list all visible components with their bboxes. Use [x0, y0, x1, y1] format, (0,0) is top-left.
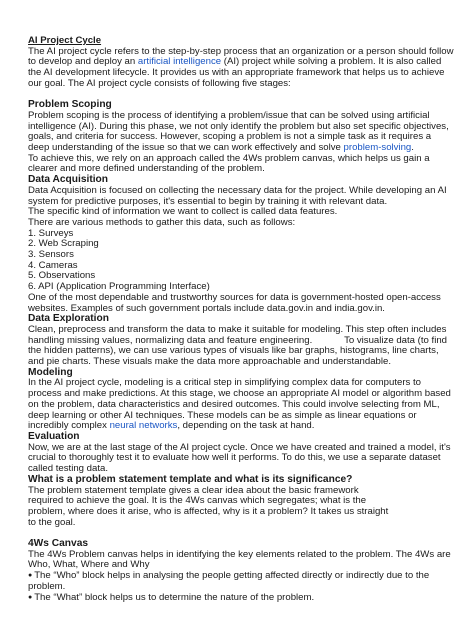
list-item: 4. Cameras: [28, 259, 78, 271]
acquisition-paragraph-2: The specific kind of information we want to collect is called data features.: [28, 206, 338, 218]
bullet-item-what: ● The “What” block helps us to determine the nature of the problem.: [28, 593, 454, 604]
problem-solving-link[interactable]: problem-solving: [343, 142, 412, 154]
scoping-text-1: Problem scoping is the process of identifying a problem/issue that can be solved using artificial intelligence (AI). During this phase, we not only identify the problem but also set specific objectives, goals, and criteria for success. However, scoping a problem is not a simple task as it requires a deep understanding of the issue so that we can work effectively and solve: [28, 109, 449, 154]
data-methods-list: [28, 229, 454, 293]
neural-networks-link[interactable]: neural networks: [109, 420, 178, 432]
intro-paragraph: [28, 47, 454, 90]
modeling-heading: Modeling: [28, 366, 73, 378]
scoping-text-2: .: [411, 142, 414, 154]
intro-text-1: The AI project cycle refers to the step-by-step process that an organization or a person should follow to develop and deploy an: [28, 45, 454, 68]
document-title: AI Project Cycle: [28, 35, 102, 46]
modeling-text-1: In the AI project cycle, modeling is a critical step in simplifying complex data for computers to process and make predictions. At this stage, we choose an appropriate AI model or algorithm based on the problem, data characteristics and desired outcomes. This could involve selecting from ML, deep learning or other AI techniques. These models can be as simple as linear equations or incredibly complex: [28, 377, 451, 432]
document-page: [28, 36, 454, 603]
data-acquisition-heading: Data Acquisition: [28, 174, 108, 186]
acquisition-paragraph-3: There are various methods to gather this data, such as follows:: [28, 216, 296, 228]
problem-statement-template-heading: What is a problem statement template and what is its significance?: [28, 473, 353, 485]
problem-scoping-paragraph: [28, 111, 454, 154]
list-item: 2. Web Scraping: [28, 238, 99, 250]
template-paragraph: [28, 486, 454, 529]
template-line: required to achieve the goal. It is the 4Ws canvas which segregates; what is the: [28, 495, 367, 507]
spacer: [28, 528, 454, 539]
list-item: 5. Observations: [28, 270, 96, 282]
template-line: problem, where does it arise, who is affected, why is it a problem? It takes us straight: [28, 505, 389, 517]
modeling-text-2: , depending on the task at hand.: [177, 420, 315, 432]
problem-scoping-heading: Problem Scoping: [28, 99, 112, 111]
acquisition-paragraph-1: Data Acquisition is focused on collecting the necessary data for the project. While developing an AI system for predictive purposes, it's essential to begin by training it with relevant data.: [28, 184, 447, 207]
list-item: 6. API (Application Programming Interface): [28, 281, 210, 293]
problem-scoping-paragraph-2: To achieve this, we rely on an approach called the 4Ws problem canvas, which helps us gain a clearer and more defined understanding of the problem.: [28, 152, 430, 175]
template-line: to the goal.: [28, 516, 76, 528]
modeling-paragraph: [28, 378, 454, 432]
artificial-intelligence-link[interactable]: artificial intelligence: [137, 56, 222, 68]
canvas-paragraph: The 4Ws Problem canvas helps in identifying the key elements related to the problem. The 4Ws are Who, What, Where and Why: [28, 548, 451, 571]
acquisition-paragraph-4: One of the most dependable and trustworthy sources for data is government-hosted open-access websites. Examples of such government portals include data.gov.in and india.gov.in.: [28, 291, 441, 314]
4ws-canvas-heading: 4Ws Canvas: [28, 538, 89, 550]
evaluation-paragraph: Now, we are at the last stage of the AI project cycle. Once we have created and trained a model, it's crucial to thoroughly test it to evaluate how well it performs. To do this, we use a separate dataset called testing data.: [28, 441, 451, 475]
list-item: 1. Surveys: [28, 227, 74, 239]
list-item: 3. Sensors: [28, 249, 74, 261]
evaluation-heading: Evaluation: [28, 431, 80, 442]
bullet-item-who: ● The “Who” block helps in analysing the people getting affected directly or indirectly due to the problem.: [28, 571, 454, 592]
exploration-paragraph: Clean, preprocess and transform the data to make it suitable for modeling. This step often includes handling missing values, normalizing data and feature engineering. To visualize data (to find the hidden patterns), we can use various types of visuals like bar graphs, histograms, line charts, and pie charts. These visuals make the data more approachable and understandable.: [28, 323, 450, 368]
data-exploration-heading: Data Exploration: [28, 313, 109, 325]
template-line: The problem statement template gives a clear idea about the basic framework: [28, 484, 359, 496]
intro-text-2: (AI) project while solving a problem. It is also called the AI development lifecycle. It provides us with an appropriate framework that helps us to achieve our goal. The AI project cycle consists of following five stages:: [28, 56, 445, 89]
